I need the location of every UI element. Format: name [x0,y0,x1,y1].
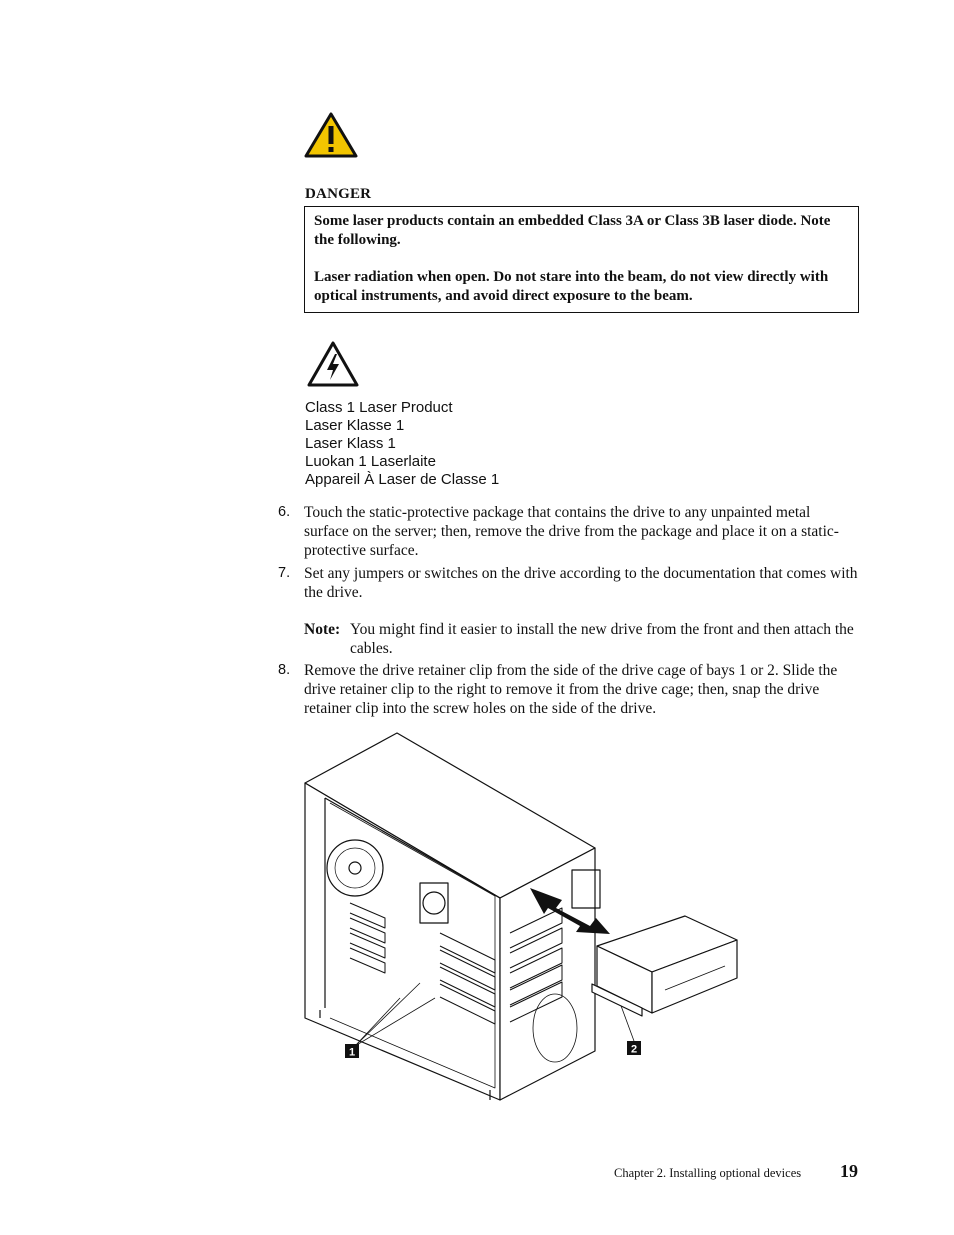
callout-1 [345,1044,359,1059]
step-text: Touch the static-protective package that contains the drive to any unpainted metal surface on the server; then, remove the drive from the package and place it on a static-protective surface. [304,504,839,559]
callout-2 [627,1041,641,1056]
step-number: 7. [278,565,291,581]
callout-number: 1 [348,1046,356,1059]
note-text: You might find it easier to install the new drive from the front and then attach the cables. [350,621,854,657]
danger-heading: DANGER [305,186,372,202]
note-label: Note: [304,621,341,638]
step-number: 8. [278,662,291,678]
laser-label: Luokan 1 Laserlaite [305,453,436,470]
laser-label: Laser Klasse 1 [305,417,405,434]
laser-label: Laser Klass 1 [305,435,396,452]
laser-class-labels [305,399,499,489]
high-voltage-triangle-icon [306,340,360,388]
step-text: Remove the drive retainer clip from the side of the drive cage of bays 1 or 2. Slide the drive retainer clip to the right to remove it from the drive cage; then, snap the drive retainer clip into the screw holes on the side of the drive. [304,662,838,717]
step-number: 6. [278,504,291,520]
laser-label: Appareil À Laser de Classe 1 [305,471,500,488]
page-number: 19 [840,1161,858,1181]
danger-paragraph: Some laser products contain an embedded Class 3A or Class 3B laser diode. Note the following. [314,213,831,248]
callout-number: 2 [630,1043,638,1056]
danger-notice-box [304,206,859,313]
step-item [278,564,858,602]
step-text: Set any jumpers or switches on the drive according to the documentation that comes with the drive. [304,565,858,601]
laser-label: Class 1 Laser Product [305,399,453,416]
note [304,620,860,658]
server-drive-illustration [300,728,750,1108]
danger-paragraph: Laser radiation when open. Do not stare into the beam, do not view directly with optical instruments, and avoid direct exposure to the beam. [314,269,829,304]
warning-triangle-icon [304,112,358,158]
step-item [278,503,858,560]
footer-chapter-title: Chapter 2. Installing optional devices [614,1166,802,1180]
step-item [278,661,858,718]
